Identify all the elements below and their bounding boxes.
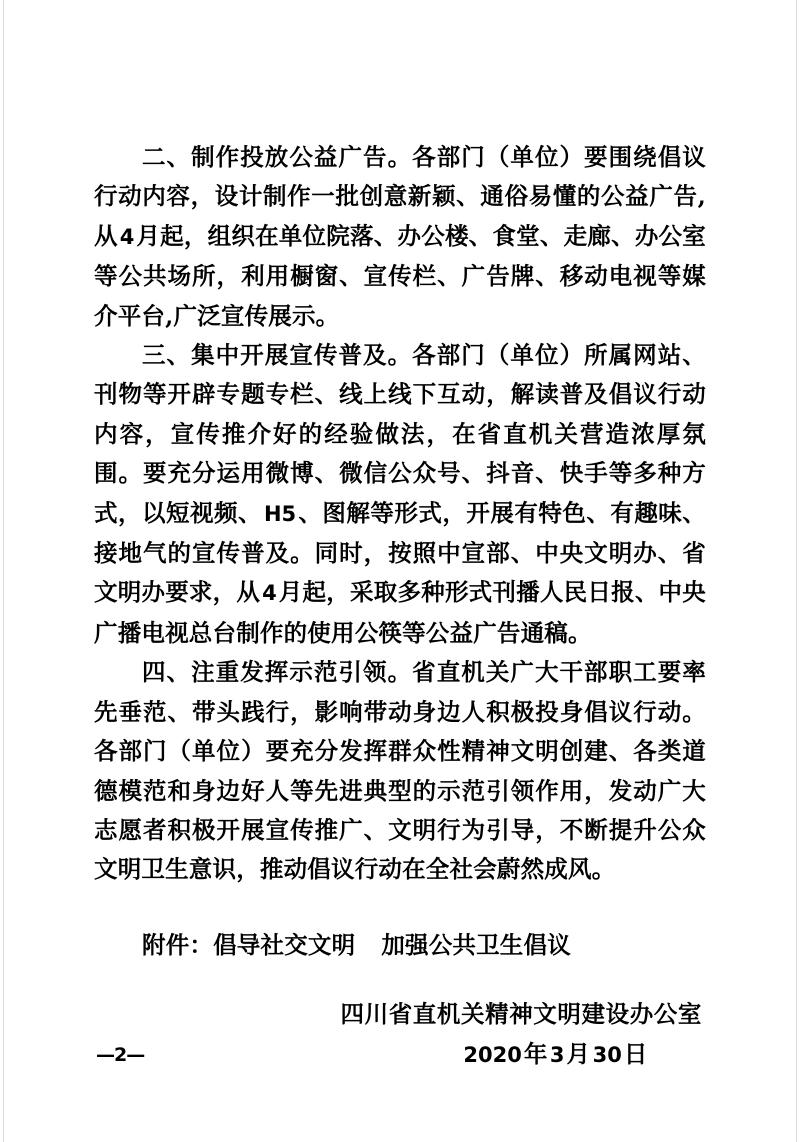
scan-edge-left <box>3 0 4 1142</box>
inline-cjk-run: 、图解等形式，开展有特色、有趣味、接地气的宣传普及。同时，按照中宣部、中央文明办、省文明办要求，从 <box>94 498 706 607</box>
document-body <box>94 138 706 1075</box>
inline-latin-run: H5 <box>263 501 297 526</box>
attachment-label: 附件： <box>142 930 214 959</box>
signature-date-year: 2020 <box>463 1042 522 1067</box>
inline-cjk-run: 月起，采取多种形式刊播人民日报、中央广播电视总台制作的使用公筷等公益广告通稿。 <box>94 578 706 647</box>
inline-latin-run: 4 <box>262 581 277 606</box>
attachment-title-second: 加强公共卫生倡议 <box>381 930 571 959</box>
inline-cjk-run: 二、制作投放公益广告。各部门（单位）要围绕倡议行动内容，设计制作一批创意新颖、通俗易懂的公益广告,从 <box>94 143 706 250</box>
signature-date-month: 3 <box>549 1042 565 1067</box>
paragraph-section-three <box>94 336 706 653</box>
signature-date-day: 30 <box>592 1042 622 1067</box>
signature-date-day-unit: 日 <box>623 1039 648 1068</box>
inline-latin-run: 4 <box>119 224 135 249</box>
paragraph-section-four <box>94 653 706 889</box>
inline-cjk-run: 四、注重发挥示范引领。省直机关广大干部职工要率先垂范、带头践行，影响带动身边人积极投身倡议行动。各部门（单位）要充分发挥群众性精神文明创建、各类道德模范和身边好人等先进典型的示范引领作用，发动广大志愿者积极开展宣传推广、文明行为引导，不断提升公众文明卫生意识，推动倡议行动在全社会蔚然成风。 <box>94 658 706 884</box>
page-number: —2— <box>96 1044 145 1066</box>
attachment-line <box>94 890 706 965</box>
scan-edge-right <box>796 0 797 1142</box>
signature-date <box>94 1035 706 1075</box>
signature-date-month-unit: 月 <box>566 1039 591 1068</box>
signature-block <box>94 965 706 1075</box>
signature-organization: 四川省直机关精神文明建设办公室 <box>340 1000 702 1029</box>
paragraph-section-two <box>94 138 706 336</box>
inline-cjk-run: 月起，组织在单位院落、办公楼、食堂、走廊、办公室等公共场所，利用橱窗、宣传栏、广告牌、移动电视等媒介平台,广泛宣传展示。 <box>94 221 706 330</box>
signature-date-year-unit: 年 <box>523 1039 548 1068</box>
inline-cjk-run: 三、集中开展宣传普及。各部门（单位）所属网站、刊物等开辟专题专栏、线上线下互动，解读普及倡议行动内容，宣传推介好的经验做法，在省直机关营造浓厚氛围。要充分运用微博、微信公众号、抖音、快手等多种方式，以短视频、 <box>94 341 706 527</box>
attachment-title-first: 倡导社交文明 <box>213 930 356 959</box>
